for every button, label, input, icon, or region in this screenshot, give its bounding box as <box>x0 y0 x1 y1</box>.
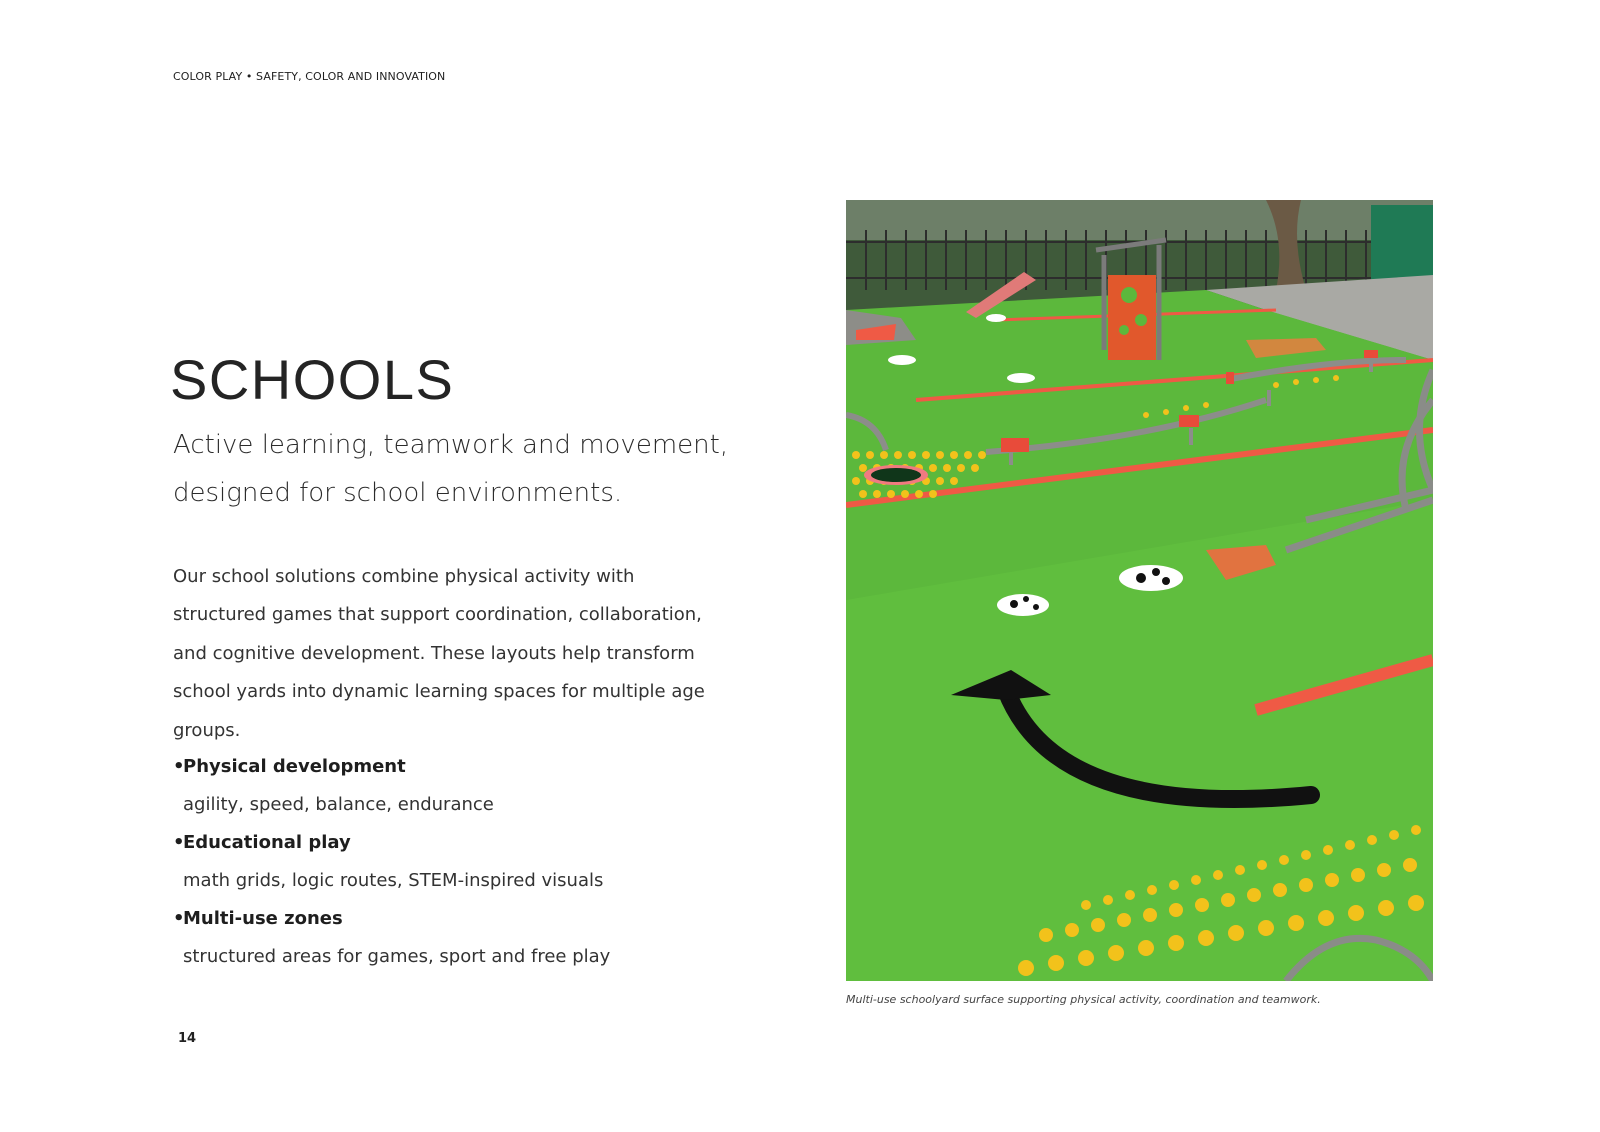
feature-title-text: Physical development <box>183 756 406 777</box>
feature-item <box>173 824 773 900</box>
background-sky <box>846 200 1433 240</box>
body-paragraph: Our school solutions combine physical activity with structured games that support coordination, collaboration, and cognitive development. These layouts help transform school yards into dynamic learning spaces for multiple age groups. <box>173 566 705 741</box>
feature-title <box>173 900 773 938</box>
photo-caption: Multi-use schoolyard surface supporting physical activity, coordination and teamwork. <box>846 993 1321 1006</box>
feature-description: structured areas for games, sport and free play <box>183 946 611 967</box>
page-number: 14 <box>178 1031 197 1046</box>
feature-item <box>173 900 773 976</box>
schoolyard-illustration <box>846 200 1433 981</box>
feature-description: agility, speed, balance, endurance <box>183 794 494 815</box>
green-tarp <box>1371 205 1433 285</box>
soccer-ball-icon <box>1119 565 1183 591</box>
bullet-icon: • <box>173 756 185 777</box>
feature-title <box>173 824 773 862</box>
running-header: COLOR PLAY • SAFETY, COLOR AND INNOVATION <box>173 70 446 83</box>
feature-title-text: Multi-use zones <box>183 908 343 929</box>
feature-description: math grids, logic routes, STEM-inspired visuals <box>183 870 604 891</box>
page-subtitle: Active learning, teamwork and movement, designed for school environments. <box>173 430 729 508</box>
bullet-icon: • <box>173 908 185 929</box>
soccer-ball-icon <box>997 594 1049 616</box>
feature-list <box>173 748 773 976</box>
bullet-icon: • <box>173 832 185 853</box>
feature-item <box>173 748 773 824</box>
hole <box>871 468 921 482</box>
feature-title <box>173 748 773 786</box>
feature-title-text: Educational play <box>183 832 351 853</box>
schoolyard-photo <box>846 200 1433 981</box>
page-title: SCHOOLS <box>170 348 455 411</box>
